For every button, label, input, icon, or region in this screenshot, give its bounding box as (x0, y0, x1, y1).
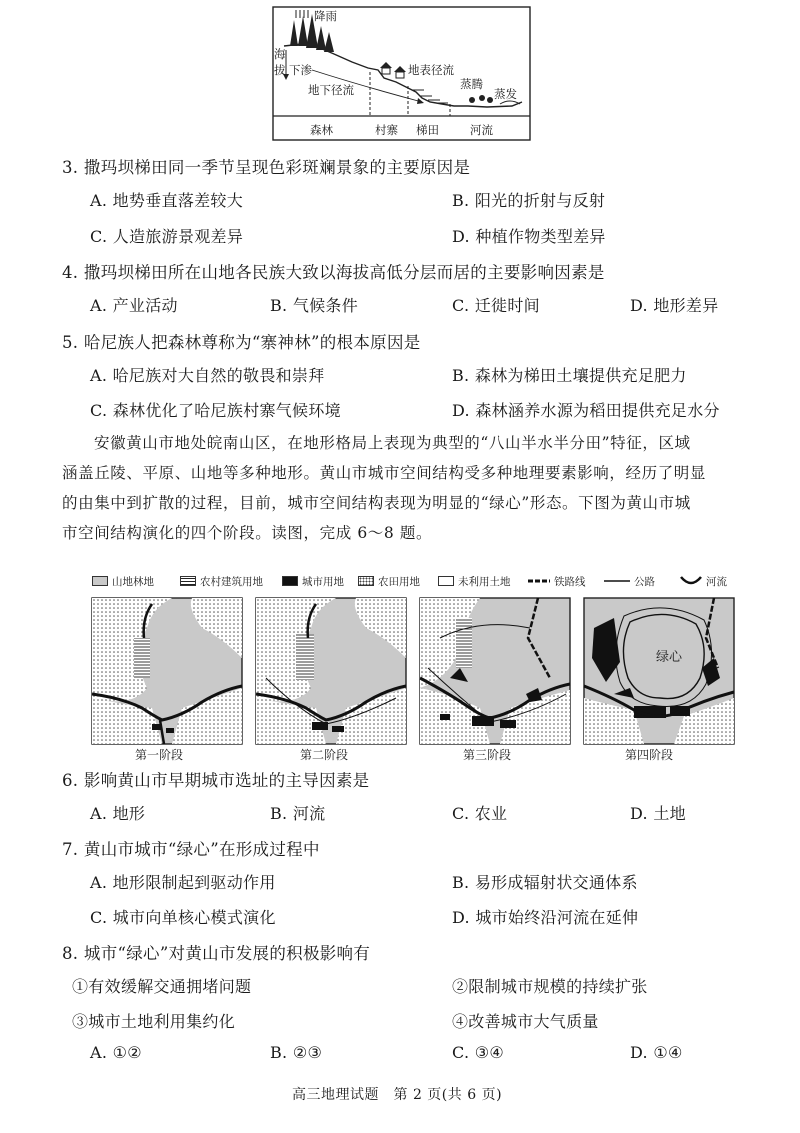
infiltration-label: 下渗 (289, 63, 312, 77)
urban-swatch-icon (282, 576, 298, 586)
question-8-option-c: C. ③④ (452, 1043, 505, 1062)
question-4-option-a: A. 产业活动 (90, 296, 178, 315)
road-line-icon (604, 576, 630, 586)
surface-runoff-label: 地表径流 (408, 63, 454, 77)
legend-unused: 未利用土地 (438, 574, 511, 588)
stage-4-map (584, 598, 734, 744)
question-6-option-d: D. 土地 (630, 804, 686, 823)
rural-swatch-icon (180, 576, 196, 586)
passage-line-1: 安徽黄山市地处皖南山区，在地形格局上表现为典型的“八山半水半分田”特征，区域 (94, 434, 691, 452)
question-3-option-d: D. 种植作物类型差异 (452, 227, 606, 246)
question-4-stem: 4. 撒玛坝梯田所在山地各民族大致以海拔高低分层而居的主要影响因素是 (62, 263, 605, 282)
question-5-stem: 5. 哈尼族人把森林尊称为“寨神林”的根本原因是 (62, 333, 421, 352)
stage-2-label: 第二阶段 (300, 748, 349, 762)
railway-line-icon (528, 576, 550, 586)
passage-line-3: 的由集中到扩散的过程，目前，城市空间结构表现为明显的“绿心”形态。下图为黄山市城 (62, 494, 691, 512)
zone-terrace: 梯田 (416, 123, 439, 137)
question-3-stem: 3. 撒玛坝梯田同一季节呈现色彩斑斓景象的主要原因是 (62, 158, 471, 177)
hydrology-cross-section-diagram (272, 6, 532, 142)
groundwater-runoff-label: 地下径流 (308, 83, 354, 97)
legend-farmland: 农田用地 (358, 574, 420, 588)
stage-4-label: 第四阶段 (625, 748, 674, 762)
question-8-option-d: D. ①④ (630, 1043, 683, 1062)
question-7-option-b: B. 易形成辐射状交通体系 (452, 873, 638, 892)
question-3-option-b: B. 阳光的折射与反射 (452, 191, 606, 210)
question-7-option-c: C. 城市向单核心模式演化 (90, 908, 276, 927)
question-6-option-a: A. 地形 (90, 804, 146, 823)
green-heart-label: 绿心 (656, 650, 683, 665)
rain-label: 降雨 (314, 9, 337, 23)
question-8-item-1: ①有效缓解交通拥堵问题 (72, 977, 252, 996)
stage-1-label: 第一阶段 (135, 748, 184, 762)
question-5-option-d: D. 森林涵养水源为稻田提供充足水分 (452, 401, 720, 420)
passage-line-2: 涵盖丘陵、平原、山地等多种地形。黄山市城市空间结构受多种地理要素影响，经历了明显 (62, 464, 707, 482)
stage-3-label: 第三阶段 (463, 748, 512, 762)
question-4-option-d: D. 地形差异 (630, 296, 719, 315)
page-footer: 高三地理试题 第 2 页(共 6 页) (292, 1087, 503, 1103)
zone-river: 河流 (470, 123, 493, 137)
zone-forest: 森林 (310, 123, 333, 137)
question-8-item-2: ②限制城市规模的持续扩张 (452, 977, 648, 996)
legend-rural-building: 农村建筑用地 (180, 574, 263, 588)
question-7-option-d: D. 城市始终沿河流在延伸 (452, 908, 639, 927)
zone-village: 村寨 (375, 123, 398, 137)
legend-road: 公路 (604, 574, 655, 588)
stage-maps-figure (90, 596, 750, 746)
forest-swatch-icon (92, 576, 108, 586)
question-6-option-b: B. 河流 (270, 804, 326, 823)
question-5-option-b: B. 森林为梯田土壤提供充足肥力 (452, 366, 687, 385)
question-8-option-b: B. ②③ (270, 1043, 323, 1062)
altitude-label-2: 拔 (274, 63, 286, 77)
question-8-option-a: A. ①② (90, 1043, 142, 1062)
question-7-stem: 7. 黄山市城市“绿心”在形成过程中 (62, 840, 320, 859)
passage-paragraph (62, 428, 752, 548)
altitude-label-1: 海 (274, 47, 286, 61)
legend-urban: 城市用地 (282, 574, 344, 588)
question-8-item-3: ③城市土地利用集约化 (72, 1012, 236, 1031)
transpiration-label: 蒸腾 (460, 77, 483, 91)
question-8-stem: 8. 城市“绿心”对黄山市发展的积极影响有 (62, 944, 371, 963)
legend-railway: 铁路线 (528, 574, 586, 588)
question-6-stem: 6. 影响黄山市早期城市选址的主导因素是 (62, 771, 370, 790)
passage-line-4: 市空间结构演化的四个阶段。读图，完成 6～8 题。 (62, 524, 433, 542)
question-4-option-b: B. 气候条件 (270, 296, 359, 315)
map-legend (92, 574, 752, 590)
question-6-option-c: C. 农业 (452, 804, 508, 823)
question-8-item-4: ④改善城市大气质量 (452, 1012, 599, 1031)
question-3-option-a: A. 地势垂直落差较大 (90, 191, 244, 210)
question-3-option-c: C. 人造旅游景观差异 (90, 227, 244, 246)
stage-3-map (420, 598, 570, 744)
legend-river: 河流 (680, 574, 727, 588)
unused-swatch-icon (438, 576, 454, 586)
stage-1-map (92, 598, 242, 744)
question-5-option-c: C. 森林优化了哈尼族村寨气候环境 (90, 401, 341, 420)
farmland-swatch-icon (358, 576, 374, 586)
question-7-option-a: A. 地形限制起到驱动作用 (90, 873, 276, 892)
question-5-option-a: A. 哈尼族对大自然的敬畏和崇拜 (90, 366, 325, 385)
stage-2-map (256, 598, 406, 744)
stage-maps (90, 596, 750, 746)
legend-forest: 山地林地 (92, 574, 154, 588)
question-4-option-c: C. 迁徙时间 (452, 296, 540, 315)
evaporation-label: 蒸发 (494, 87, 517, 101)
river-line-icon (680, 575, 702, 587)
